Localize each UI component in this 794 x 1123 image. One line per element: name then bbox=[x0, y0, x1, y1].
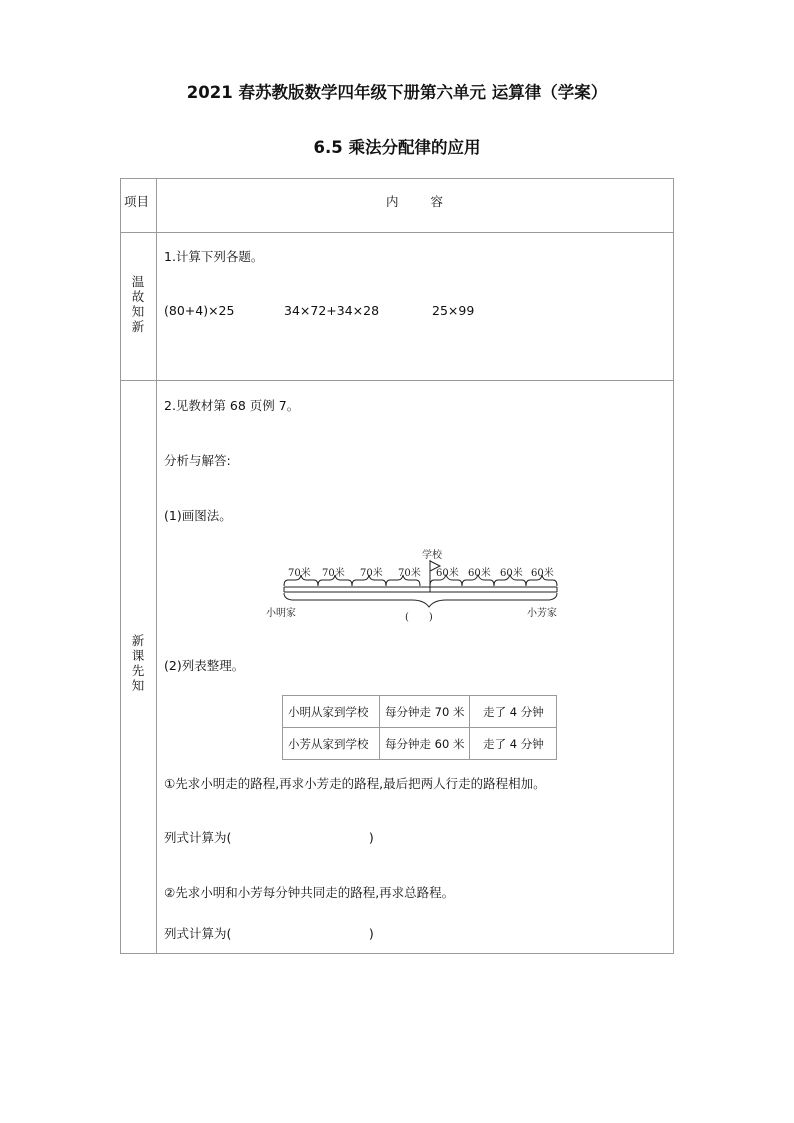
segment-label: 60米 bbox=[436, 568, 459, 579]
section-label-new: 新课先知 bbox=[131, 633, 145, 693]
expression-3: 25×99 bbox=[432, 303, 475, 318]
section-label-review: 温故知新 bbox=[131, 274, 145, 334]
total-blank: ( ) bbox=[405, 612, 433, 623]
table-border-top bbox=[120, 178, 674, 179]
method-table: (2)列表整理。 bbox=[164, 658, 245, 673]
expression-1: (80+4)×25 bbox=[164, 303, 235, 318]
question-2: 2.见教材第 68 页例 7。 bbox=[164, 398, 300, 413]
total-brace bbox=[284, 593, 557, 607]
route-diagram bbox=[262, 544, 572, 628]
table-row bbox=[283, 696, 557, 728]
segment-label: 70米 bbox=[398, 568, 421, 579]
segment-label: 60米 bbox=[468, 568, 491, 579]
table-col-divider bbox=[156, 178, 157, 954]
table-cell: 小芳从家到学校 bbox=[283, 728, 380, 760]
step-1: ①先求小明走的路程,再求小芳走的路程,最后把两人行走的路程相加。 bbox=[164, 776, 546, 791]
segment-label: 70米 bbox=[360, 568, 383, 579]
segment-label: 70米 bbox=[322, 568, 345, 579]
segment-label: 70米 bbox=[288, 568, 311, 579]
table-cell: 每分钟走 60 米 bbox=[380, 728, 470, 760]
segment-label: 60米 bbox=[531, 568, 554, 579]
document-title: 2021 春苏教版数学四年级下册第六单元 运算律（学案） bbox=[186, 83, 608, 102]
table-row bbox=[283, 728, 557, 760]
table-border-right bbox=[673, 178, 674, 954]
expression-2: 34×72+34×28 bbox=[284, 303, 380, 318]
analysis-label: 分析与解答: bbox=[164, 453, 231, 468]
method-drawing: (1)画图法。 bbox=[164, 508, 232, 523]
segment-label: 60米 bbox=[500, 568, 523, 579]
formula-1: 列式计算为( ) bbox=[164, 830, 374, 845]
table-cell: 每分钟走 70 米 bbox=[380, 696, 470, 728]
table-cell: 小明从家到学校 bbox=[283, 696, 380, 728]
school-label: 学校 bbox=[422, 550, 442, 561]
table-row-divider bbox=[120, 380, 674, 381]
table-cell: 走了 4 分钟 bbox=[470, 728, 557, 760]
lesson-subtitle: 6.5 乘法分配律的应用 bbox=[313, 138, 481, 157]
formula-2: 列式计算为( ) bbox=[164, 926, 374, 941]
table-row-divider bbox=[120, 232, 674, 233]
table-cell: 走了 4 分钟 bbox=[470, 696, 557, 728]
step-2: ②先求小明和小芳每分钟共同走的路程,再求总路程。 bbox=[164, 885, 455, 900]
table-border-left bbox=[120, 178, 121, 954]
start-label: 小明家 bbox=[266, 608, 296, 619]
info-table bbox=[282, 695, 557, 760]
header-item: 项目 bbox=[124, 194, 150, 209]
end-label: 小芳家 bbox=[527, 608, 557, 619]
header-content: 内 容 bbox=[386, 194, 457, 209]
table-border-bottom bbox=[120, 953, 674, 954]
question-1: 1.计算下列各题。 bbox=[164, 249, 264, 264]
